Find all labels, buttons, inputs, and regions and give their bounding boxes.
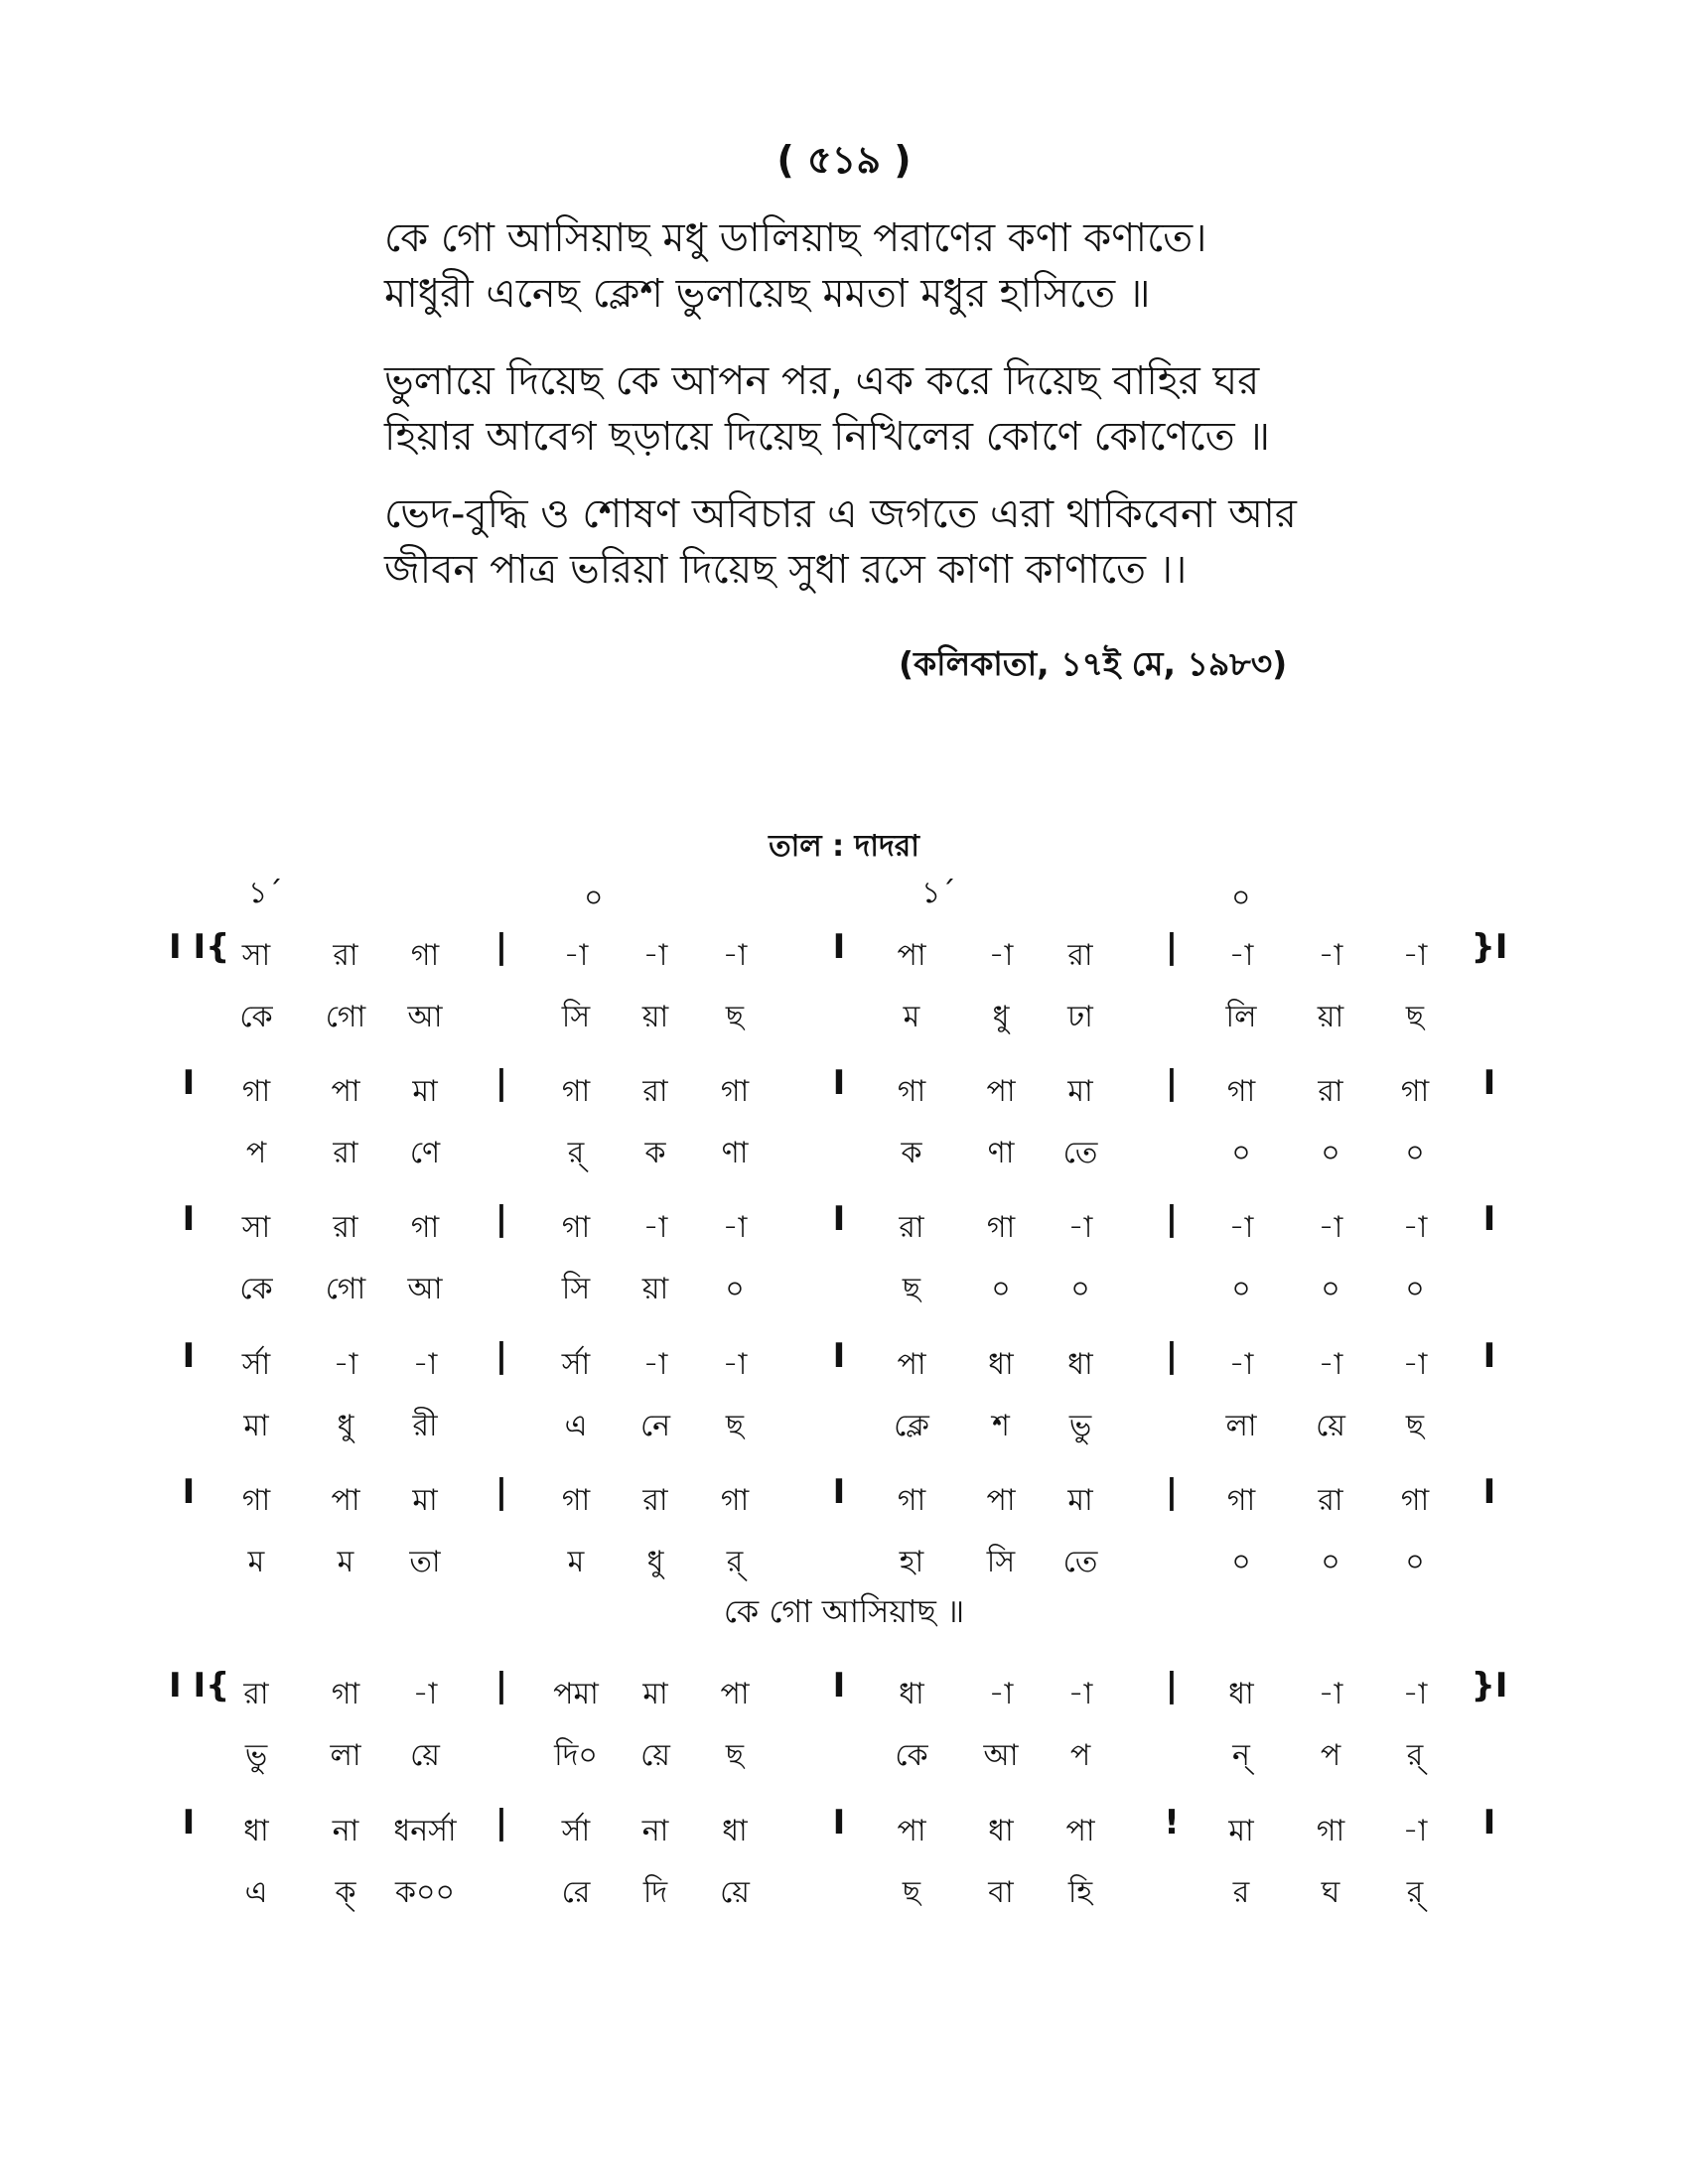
note-cell: -া bbox=[1228, 1347, 1254, 1382]
note-cell: -া bbox=[722, 1210, 748, 1245]
lyric-cell: য়ে bbox=[640, 1738, 670, 1773]
note-cell: র্সা bbox=[561, 1347, 591, 1382]
lyric-cell: ক bbox=[901, 1136, 922, 1170]
note-cell: র্সা bbox=[561, 1814, 591, 1848]
measure-separator: I bbox=[832, 1472, 846, 1512]
note-cell: -া bbox=[412, 1347, 438, 1382]
lyric-cell: বা bbox=[988, 1875, 1014, 1910]
lyric-cell: দি bbox=[642, 1875, 668, 1910]
measure-separator: ! bbox=[1164, 1803, 1180, 1843]
lyric-cell: ধু bbox=[646, 1545, 664, 1579]
lyric-cell: নে bbox=[639, 1409, 671, 1443]
note-cell: -া bbox=[1067, 1210, 1093, 1245]
note-cell: ধা bbox=[243, 1814, 269, 1848]
note-cell: গা bbox=[241, 1483, 271, 1518]
measure-separator: | bbox=[494, 1336, 508, 1376]
note-cell: রা bbox=[1067, 938, 1093, 973]
beat-mark: ০ bbox=[1231, 881, 1251, 915]
lyric-cell: ০ bbox=[1231, 1136, 1251, 1170]
note-cell: -া bbox=[1228, 1210, 1254, 1245]
beat-mark: ০ bbox=[584, 881, 604, 915]
lyric-cell: শ bbox=[992, 1409, 1010, 1443]
verse-line: ভুলায়ে দিয়েছ কে আপন পর, এক করে দিয়েছ বাহির ঘর bbox=[384, 358, 1260, 404]
lyric-cell: ঘ bbox=[1321, 1875, 1340, 1910]
row-end-barline: }I bbox=[1471, 1666, 1508, 1706]
lyric-cell: দি০ bbox=[554, 1738, 598, 1773]
lyric-cell: ম bbox=[567, 1545, 585, 1579]
lyric-cell: কে bbox=[895, 1738, 928, 1773]
lyric-cell: র্ bbox=[1406, 1875, 1424, 1910]
lyric-cell: য়ে bbox=[410, 1738, 440, 1773]
note-cell: গা bbox=[1226, 1074, 1256, 1109]
note-cell: গা bbox=[1400, 1074, 1430, 1109]
note-cell: -া bbox=[1318, 1677, 1343, 1711]
note-cell: -া bbox=[412, 1677, 438, 1711]
lyric-cell: ম bbox=[903, 1000, 920, 1034]
note-cell: ধনর্সা bbox=[393, 1814, 457, 1848]
lyric-cell: ০ bbox=[1321, 1545, 1340, 1579]
lyric-cell: ছ bbox=[1405, 1409, 1425, 1443]
lyric-cell: ছ bbox=[1405, 1000, 1425, 1034]
row-end-barline: I bbox=[1482, 1063, 1496, 1103]
page-number: ( ৫১৯ ) bbox=[776, 138, 912, 182]
note-cell: ধা bbox=[722, 1814, 748, 1848]
lyric-cell: ধু bbox=[992, 1000, 1010, 1034]
note-cell: -া bbox=[1402, 1677, 1428, 1711]
lyric-cell: ক্ bbox=[335, 1875, 356, 1910]
note-cell: রা bbox=[642, 1074, 668, 1109]
row-start-barline: I bbox=[182, 1199, 196, 1239]
lyric-cell: য়ে bbox=[720, 1875, 750, 1910]
note-cell: -া bbox=[1402, 1210, 1428, 1245]
lyric-cell: ছ bbox=[725, 1738, 745, 1773]
lyric-cell: সি bbox=[561, 1000, 591, 1034]
note-cell: পা bbox=[1065, 1814, 1095, 1848]
note-cell: ধা bbox=[1228, 1677, 1254, 1711]
note-cell: মা bbox=[1228, 1814, 1254, 1848]
row-start-barline: I bbox=[182, 1336, 196, 1376]
note-cell: ধা bbox=[988, 1814, 1014, 1848]
lyric-cell: গো bbox=[325, 1000, 366, 1034]
note-cell: রা bbox=[1318, 1483, 1343, 1518]
verse-line: জীবন পাত্র ভরিয়া দিয়েছ সুধা রসে কাণা কাণাতে ।। bbox=[384, 547, 1188, 593]
note-cell: রা bbox=[243, 1677, 269, 1711]
lyric-cell: রে bbox=[561, 1875, 591, 1910]
measure-separator: | bbox=[494, 1666, 508, 1706]
row-end-barline: I bbox=[1482, 1199, 1496, 1239]
note-cell: পমা bbox=[553, 1677, 599, 1711]
note-cell: পা bbox=[331, 1483, 360, 1518]
verse-line: কে গো আসিয়াছ মধু ডালিয়াছ পরাণের কণা কণাতে। bbox=[384, 215, 1207, 261]
note-cell: গা bbox=[331, 1677, 360, 1711]
lyric-cell: ক্লে bbox=[894, 1409, 929, 1443]
lyric-cell: এ bbox=[564, 1409, 588, 1443]
note-cell: পা bbox=[720, 1677, 750, 1711]
measure-separator: | bbox=[494, 927, 508, 967]
lyric-cell: ছ bbox=[902, 1875, 921, 1910]
lyric-cell: আ bbox=[983, 1738, 1019, 1773]
lyric-cell: ০ bbox=[991, 1272, 1011, 1306]
row-end-barline: I bbox=[1482, 1803, 1496, 1843]
lyric-cell: প bbox=[245, 1136, 267, 1170]
verse-line: ভেদ-বুদ্ধি ও শোষণ অবিচার এ জগতে এরা থাকিবেনা আর bbox=[384, 491, 1297, 537]
lyric-cell: তে bbox=[1062, 1136, 1098, 1170]
note-cell: -া bbox=[1067, 1677, 1093, 1711]
measure-separator: | bbox=[494, 1063, 508, 1103]
note-cell: পা bbox=[897, 938, 926, 973]
lyric-cell: সি bbox=[561, 1272, 591, 1306]
lyric-cell: ০ bbox=[1405, 1545, 1425, 1579]
note-cell: -া bbox=[988, 1677, 1014, 1711]
note-cell: পা bbox=[986, 1074, 1016, 1109]
measure-separator: I bbox=[832, 1336, 846, 1376]
measure-separator: | bbox=[494, 1803, 508, 1843]
lyric-cell: ধু bbox=[337, 1409, 354, 1443]
lyric-cell: ক bbox=[644, 1136, 666, 1170]
note-cell: -া bbox=[1402, 1347, 1428, 1382]
note-cell: মা bbox=[412, 1074, 438, 1109]
note-cell: -া bbox=[1318, 938, 1343, 973]
note-cell: -া bbox=[722, 938, 748, 973]
note-cell: পা bbox=[897, 1347, 926, 1382]
note-cell: না bbox=[641, 1814, 669, 1848]
beat-mark: ১´ bbox=[248, 876, 283, 910]
row-end-barline: I bbox=[1482, 1472, 1496, 1512]
note-cell: মা bbox=[412, 1483, 438, 1518]
note-cell: -া bbox=[1318, 1347, 1343, 1382]
note-cell: গা bbox=[410, 1210, 440, 1245]
lyric-cell: ০ bbox=[1231, 1545, 1251, 1579]
note-cell: গা bbox=[897, 1074, 926, 1109]
note-cell: সা bbox=[241, 938, 271, 973]
lyric-cell: ণে bbox=[409, 1136, 441, 1170]
measure-separator: I bbox=[832, 1199, 846, 1239]
lyric-cell: রা bbox=[333, 1136, 358, 1170]
note-cell: -া bbox=[1318, 1210, 1343, 1245]
note-cell: -া bbox=[642, 1347, 668, 1382]
lyric-cell: ন্ bbox=[1232, 1738, 1250, 1773]
lyric-cell: ণা bbox=[987, 1136, 1015, 1170]
lyric-cell: আ bbox=[407, 1000, 443, 1034]
refrain-cue: কে গো আসিয়াছ ॥ bbox=[723, 1592, 965, 1630]
lyric-cell: র bbox=[1232, 1875, 1250, 1910]
note-cell: গা bbox=[241, 1074, 271, 1109]
lyric-cell: লা bbox=[330, 1738, 361, 1773]
measure-separator: | bbox=[494, 1472, 508, 1512]
note-cell: র্সা bbox=[241, 1347, 271, 1382]
note-cell: গা bbox=[410, 938, 440, 973]
lyric-cell: ০ bbox=[1321, 1136, 1340, 1170]
measure-separator: | bbox=[494, 1199, 508, 1239]
lyric-cell: ছ bbox=[902, 1272, 921, 1306]
lyric-cell: ০ bbox=[1070, 1272, 1090, 1306]
lyric-cell: ঢা bbox=[1067, 1000, 1093, 1034]
lyric-cell: রী bbox=[412, 1409, 438, 1443]
note-cell: -া bbox=[642, 1210, 668, 1245]
lyric-cell: তে bbox=[1062, 1545, 1098, 1579]
row-start-barline: I I{ bbox=[169, 927, 230, 967]
note-cell: -া bbox=[1402, 938, 1428, 973]
lyric-cell: র্ bbox=[726, 1545, 744, 1579]
lyric-cell: য়া bbox=[641, 1000, 669, 1034]
note-cell: মা bbox=[642, 1677, 668, 1711]
beat-mark: ১´ bbox=[921, 876, 956, 910]
lyric-cell: সি bbox=[986, 1545, 1016, 1579]
lyric-cell: ০ bbox=[1405, 1136, 1425, 1170]
lyric-cell: ছ bbox=[725, 1409, 745, 1443]
lyric-cell: গো bbox=[325, 1272, 366, 1306]
lyric-cell: মা bbox=[243, 1409, 269, 1443]
row-end-barline: }I bbox=[1471, 927, 1508, 967]
note-cell: পা bbox=[897, 1814, 926, 1848]
note-cell: -া bbox=[563, 938, 589, 973]
note-cell: পা bbox=[986, 1483, 1016, 1518]
note-cell: গা bbox=[1226, 1483, 1256, 1518]
measure-separator: | bbox=[1165, 1063, 1179, 1103]
note-cell: সা bbox=[241, 1210, 271, 1245]
lyric-cell: লি bbox=[1225, 1000, 1257, 1034]
lyric-cell: ম bbox=[247, 1545, 265, 1579]
lyric-cell: ণা bbox=[721, 1136, 749, 1170]
lyric-cell: হি bbox=[1067, 1875, 1093, 1910]
lyric-cell: ০ bbox=[1405, 1272, 1425, 1306]
lyric-cell: হা bbox=[899, 1545, 924, 1579]
lyric-cell: য়া bbox=[1317, 1000, 1344, 1034]
note-cell: ধা bbox=[1067, 1347, 1093, 1382]
note-cell: মা bbox=[1067, 1483, 1093, 1518]
measure-separator: | bbox=[1165, 1336, 1179, 1376]
lyric-cell: য়ে bbox=[1316, 1409, 1345, 1443]
lyric-cell: ০ bbox=[1321, 1272, 1340, 1306]
lyric-cell: লা bbox=[1225, 1409, 1257, 1443]
row-start-barline: I bbox=[182, 1472, 196, 1512]
note-cell: গা bbox=[1316, 1814, 1345, 1848]
measure-separator: | bbox=[1165, 1199, 1179, 1239]
measure-separator: I bbox=[832, 1666, 846, 1706]
measure-separator: | bbox=[1165, 927, 1179, 967]
note-cell: পা bbox=[331, 1074, 360, 1109]
lyric-cell: ভু bbox=[244, 1738, 268, 1773]
measure-separator: I bbox=[832, 1063, 846, 1103]
lyric-cell: ০ bbox=[725, 1272, 745, 1306]
lyric-cell: প bbox=[1320, 1738, 1341, 1773]
place-date: (কলিকাতা, ১৭ই মে, ১৯৮৩) bbox=[899, 644, 1288, 683]
note-cell: রা bbox=[899, 1210, 924, 1245]
note-cell: ধা bbox=[899, 1677, 924, 1711]
note-cell: রা bbox=[333, 1210, 358, 1245]
note-cell: গা bbox=[561, 1210, 591, 1245]
lyric-cell: ভু bbox=[1068, 1409, 1092, 1443]
verse-line: হিয়ার আবেগ ছড়ায়ে দিয়েছ নিখিলের কোণে কোণেতে ॥ bbox=[384, 414, 1270, 460]
lyric-cell: ম bbox=[337, 1545, 354, 1579]
lyric-cell: র্ bbox=[1406, 1738, 1424, 1773]
measure-separator: | bbox=[1165, 1666, 1179, 1706]
row-start-barline: I I{ bbox=[169, 1666, 230, 1706]
measure-separator: I bbox=[832, 927, 846, 967]
row-start-barline: I bbox=[182, 1803, 196, 1843]
lyric-cell: আ bbox=[407, 1272, 443, 1306]
note-cell: গা bbox=[561, 1483, 591, 1518]
row-end-barline: I bbox=[1482, 1336, 1496, 1376]
note-cell: -া bbox=[642, 938, 668, 973]
note-cell: গা bbox=[897, 1483, 926, 1518]
lyric-cell: ক০০ bbox=[394, 1875, 455, 1910]
lyric-cell: ছ bbox=[725, 1000, 745, 1034]
lyric-cell: কে bbox=[239, 1000, 273, 1034]
verse-line: মাধুরী এনেছ ক্লেশ ভুলায়েছ মমতা মধুর হাসিতে ॥ bbox=[384, 271, 1151, 317]
tala-heading: তাল : দাদরা bbox=[769, 829, 919, 864]
lyric-cell: ০ bbox=[1231, 1272, 1251, 1306]
lyric-cell: এ bbox=[244, 1875, 268, 1910]
note-cell: -া bbox=[333, 1347, 358, 1382]
note-cell: রা bbox=[1318, 1074, 1343, 1109]
note-cell: রা bbox=[333, 938, 358, 973]
measure-separator: | bbox=[1165, 1472, 1179, 1512]
lyric-cell: য়া bbox=[641, 1272, 669, 1306]
note-cell: মা bbox=[1067, 1074, 1093, 1109]
lyric-cell: র্ bbox=[567, 1136, 585, 1170]
note-cell: -া bbox=[1402, 1814, 1428, 1848]
row-start-barline: I bbox=[182, 1063, 196, 1103]
note-cell: না bbox=[332, 1814, 359, 1848]
measure-separator: I bbox=[832, 1803, 846, 1843]
lyric-cell: তা bbox=[409, 1545, 441, 1579]
note-cell: -া bbox=[722, 1347, 748, 1382]
note-cell: ধা bbox=[988, 1347, 1014, 1382]
note-cell: -া bbox=[988, 938, 1014, 973]
note-cell: গা bbox=[1400, 1483, 1430, 1518]
note-cell: রা bbox=[642, 1483, 668, 1518]
lyric-cell: প bbox=[1069, 1738, 1091, 1773]
note-cell: গা bbox=[561, 1074, 591, 1109]
note-cell: গা bbox=[720, 1074, 750, 1109]
note-cell: -া bbox=[1228, 938, 1254, 973]
note-cell: গা bbox=[720, 1483, 750, 1518]
note-cell: গা bbox=[986, 1210, 1016, 1245]
lyric-cell: কে bbox=[239, 1272, 273, 1306]
